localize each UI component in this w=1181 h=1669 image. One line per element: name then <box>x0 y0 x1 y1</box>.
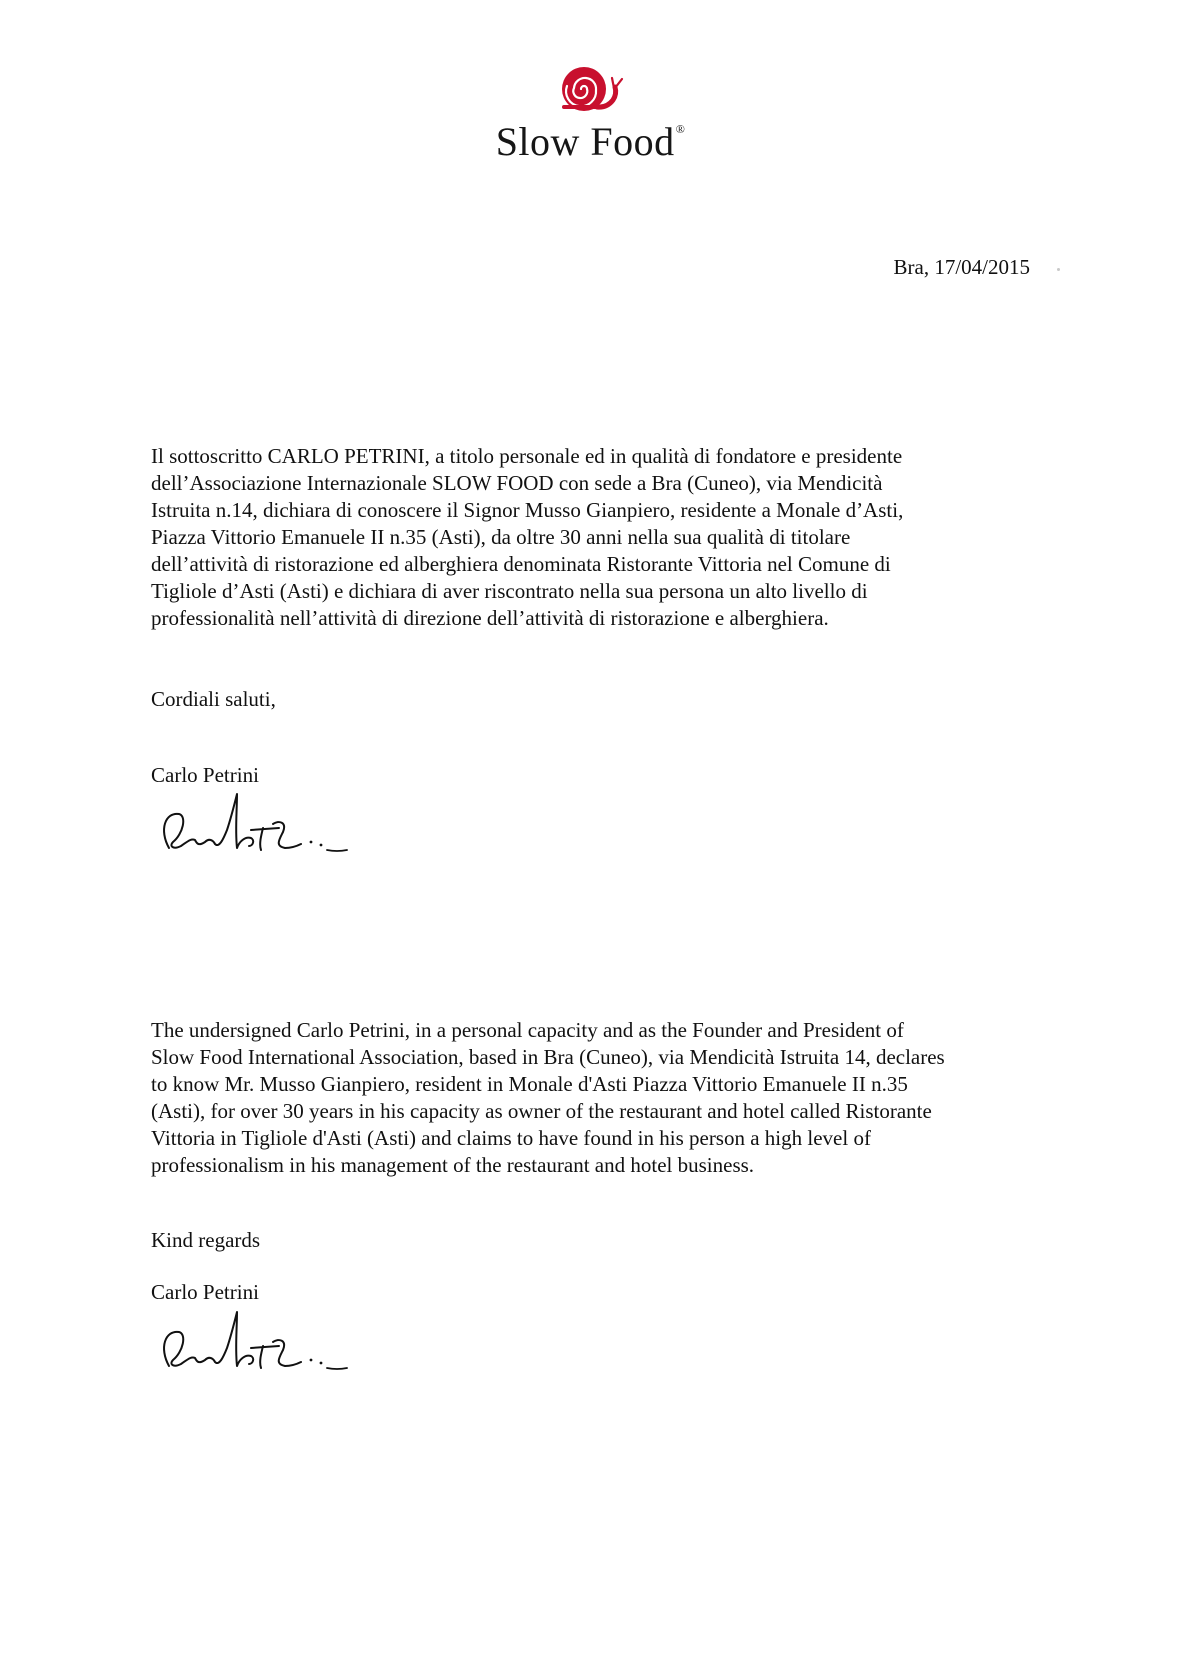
italian-line: dell’Associazione Internazionale SLOW FOOD con sede a Bra (Cuneo), via Mendicità <box>151 471 883 495</box>
letterhead <box>0 60 1181 164</box>
english-signer-name: Carlo Petrini <box>151 1280 259 1304</box>
english-line: Vittoria in Tigliole d'Asti (Asti) and claims to have found in his person a high level of <box>151 1126 871 1150</box>
italian-signature <box>151 790 371 865</box>
snail-logo-icon <box>551 60 631 122</box>
english-line: (Asti), for over 30 years in his capacity as owner of the restaurant and hotel called Ristorante <box>151 1099 932 1123</box>
italian-signer-name: Carlo Petrini <box>151 763 259 787</box>
english-line: The undersigned Carlo Petrini, in a personal capacity and as the Founder and President of <box>151 1018 904 1042</box>
italian-closing: Cordiali saluti, <box>151 687 276 711</box>
letter-date: Bra, 17/04/2015 <box>893 255 1030 279</box>
scan-speck <box>1057 268 1060 271</box>
italian-line: Istruita n.14, dichiara di conoscere il Signor Musso Gianpiero, residente a Monale d’Asti, <box>151 498 904 522</box>
italian-line: dell’attività di ristorazione ed alberghiera denominata Ristorante Vittoria nel Comune di <box>151 552 891 576</box>
registered-mark: ® <box>675 122 686 136</box>
english-signature <box>151 1308 371 1383</box>
italian-line: professionalità nell’attività di direzione dell’attività di ristorazione e alberghiera. <box>151 606 829 630</box>
english-closing: Kind regards <box>151 1228 261 1252</box>
english-line: professionalism in his management of the restaurant and hotel business. <box>151 1153 755 1177</box>
english-line: to know Mr. Musso Gianpiero, resident in Monale d'Asti Piazza Vittorio Emanuele II n.35 <box>151 1072 908 1096</box>
brand-name: Slow Food® <box>495 119 686 164</box>
italian-line: Il sottoscritto CARLO PETRINI, a titolo personale ed in qualità di fondatore e presidente <box>151 444 903 468</box>
italian-line: Tigliole d’Asti (Asti) e dichiara di aver riscontrato nella sua persona un alto livello di <box>151 579 868 603</box>
italian-paragraph <box>151 443 1031 632</box>
italian-line: Piazza Vittorio Emanuele II n.35 (Asti), da oltre 30 anni nella sua qualità di titolare <box>151 525 851 549</box>
english-paragraph <box>151 1017 1031 1179</box>
english-line: Slow Food International Association, based in Bra (Cuneo), via Mendicità Istruita 14, declares <box>151 1045 945 1069</box>
